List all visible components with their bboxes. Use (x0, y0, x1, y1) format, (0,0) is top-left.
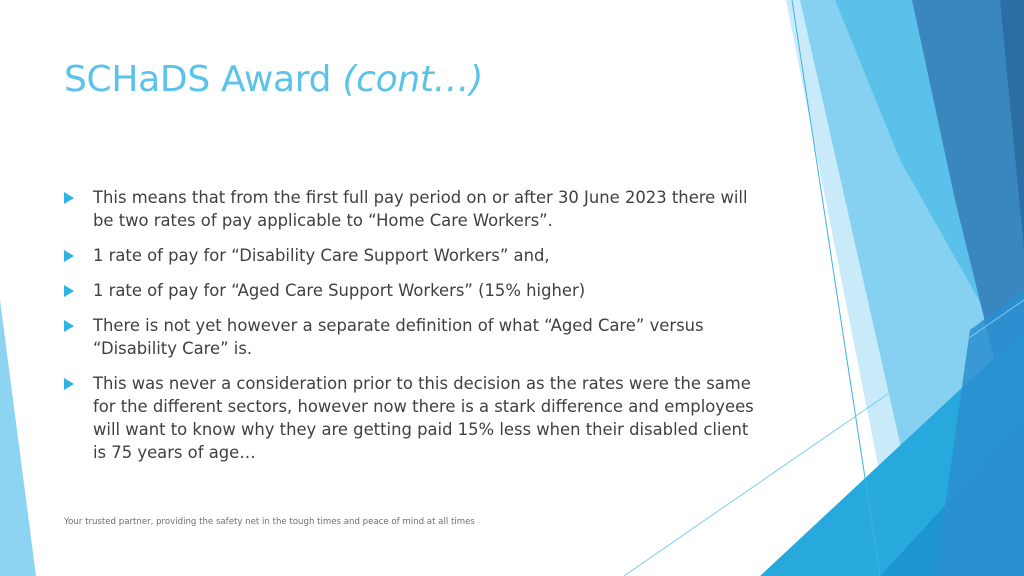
bullet-item (64, 279, 764, 302)
bullet-text: There is not yet however a separate definition of what “Aged Care” versus “Disability Care” is. (93, 316, 704, 358)
bullet-text: This means that from the first full pay period on or after 30 June 2023 there will be two rates of pay applicable to “Home Care Workers”. (93, 188, 748, 230)
bullet-item (64, 244, 764, 267)
bullet-text: 1 rate of pay for “Aged Care Support Workers” (15% higher) (93, 281, 586, 300)
title-main: SCHaDS Award (64, 59, 332, 100)
left-accent-shape (0, 300, 36, 576)
bullet-item (64, 314, 764, 360)
slide-title (64, 56, 483, 104)
title-italic: (cont…) (342, 59, 484, 100)
slide-footer: Your trusted partner, providing the safety net in the tough times and peace of mind at all times (64, 517, 475, 527)
triangle-right-icon (64, 320, 74, 332)
bullet-item (64, 372, 764, 464)
triangle-right-icon (64, 250, 74, 262)
bullet-text: 1 rate of pay for “Disability Care Support Workers” and, (93, 246, 550, 265)
bullet-item (64, 186, 764, 232)
bullet-text: This was never a consideration prior to this decision as the rates were the same for the different sectors, however now there is a stark difference and employees will want to know why they are getting paid 15% less when their disabled client is 75 years of age… (93, 374, 754, 462)
triangle-right-icon (64, 378, 74, 390)
triangle-right-icon (64, 192, 74, 204)
bullet-list (64, 186, 764, 476)
triangle-right-icon (64, 285, 74, 297)
